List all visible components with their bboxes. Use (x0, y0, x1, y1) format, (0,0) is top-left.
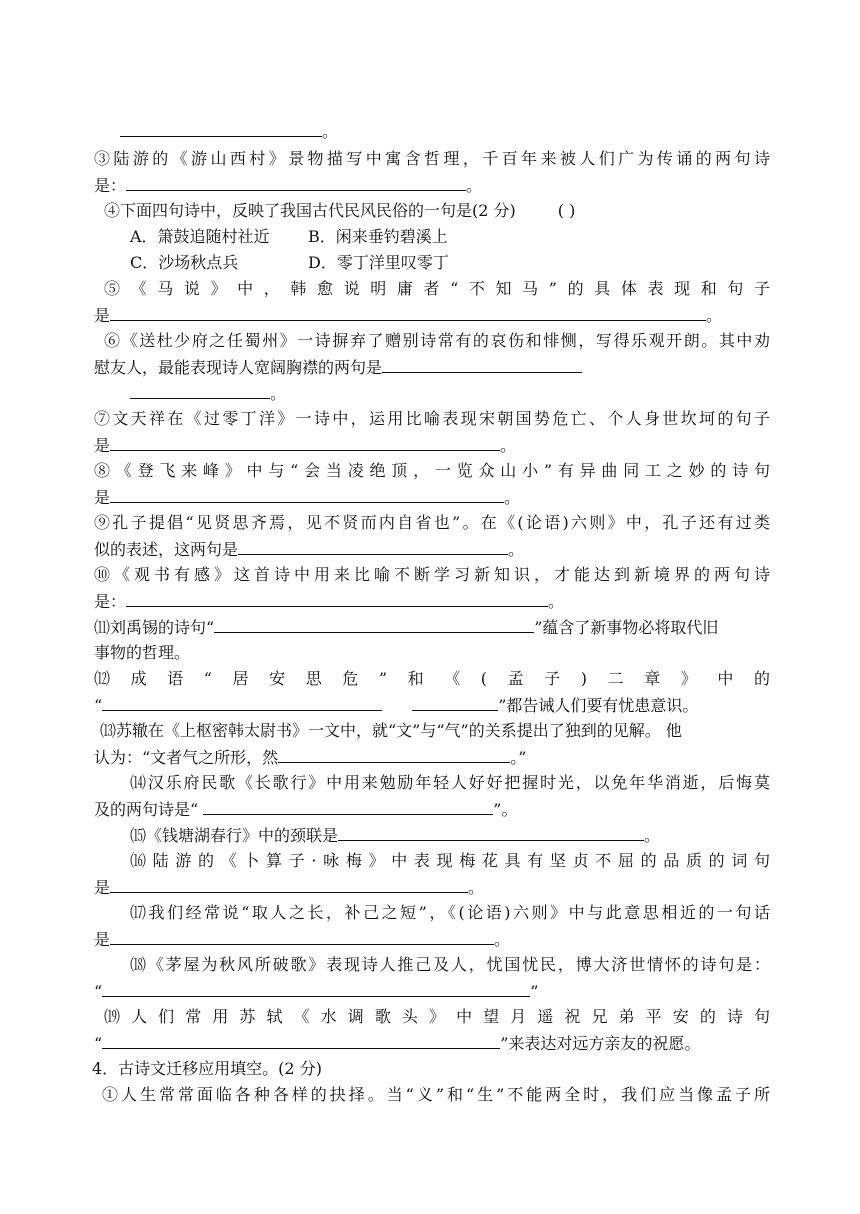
option-c[interactable]: C．沙场秋点兵 (130, 253, 239, 272)
question-17-line-2: 是 。 (94, 930, 511, 949)
answer-blank[interactable] (102, 1032, 500, 1049)
question-8-line-1: ⑧《登飞来峰》中与“会当凌绝顶，一览众山小”有异曲同工之妙的诗句 (94, 461, 770, 480)
question-5-line-2: 是 。 (94, 306, 723, 325)
question-12-line-2: “ ”都告诫人们要有忧患意识。 (94, 696, 699, 715)
answer-blank[interactable] (120, 120, 322, 137)
question-3-line-2: 是： 。 (94, 176, 483, 195)
question-9-line-2: 似的表述，这两句是 。 (94, 540, 525, 559)
question-19-line-2: “ ”来表达对远方亲友的祝愿。 (94, 1034, 701, 1053)
question-13-line-2: 认为：“文者气之所形，然 。” (94, 748, 527, 767)
question-14-line-1: ⒁汉乐府民歌《长歌行》中用来勉励年轻人好好把握时光，以免年华消逝，后悔莫 (130, 773, 770, 792)
answer-blank[interactable] (278, 746, 510, 763)
question-7-line-2: 是 。 (94, 436, 517, 455)
answer-blank[interactable] (110, 876, 468, 893)
answer-blank[interactable] (110, 486, 504, 503)
answer-paren[interactable]: ( ) (557, 201, 576, 220)
answer-blank[interactable] (126, 590, 548, 607)
question-6-line-1: ⑥《送杜少府之任蜀州》一诗摒弃了赠别诗常有的哀伤和悱恻，写得乐观开朗。其中劝 (104, 331, 770, 350)
question-16-line-2: 是 。 (94, 878, 485, 897)
answer-blank[interactable] (130, 382, 270, 399)
question-11-line-1: ⑾刘禹锡的诗句“ ”蕴含了新事物必将取代旧 (94, 618, 719, 637)
answer-blank[interactable] (203, 798, 493, 815)
question-13-line-1: ⒀苏辙在《上枢密韩太尉书》一文中，就“文”与“气”的关系提出了独到的见解。 他 (100, 721, 682, 740)
answer-blank[interactable] (412, 694, 498, 711)
section-4-title: 4．古诗文迁移应用填空。(2 分) (92, 1059, 322, 1078)
option-a[interactable]: A．箫鼓追随村社近 (130, 227, 270, 246)
question-12-line-1: ⑿成语“居安思危”和《(孟子)二章》中的 (94, 669, 770, 688)
question-6-line-2: 慰友人，最能表现诗人宽阔胸襟的两句是 (94, 356, 770, 379)
answer-blank[interactable] (110, 304, 706, 321)
answer-blank[interactable] (110, 928, 494, 945)
question-5-line-1: ⑤《马说》中，韩愈说明庸者“不知马”的具体表现和句子 (104, 279, 770, 298)
question-3-line-1: ③陆游的《游山西村》景物描写中寓含哲理，千百年来被人们广为传诵的两句诗 (94, 149, 770, 168)
answer-blank[interactable] (382, 356, 582, 373)
question-18-line-1: ⒅《茅屋为秋风所破歌》表现诗人推己及人，忧国忧民，博大济世情怀的诗句是： (130, 955, 770, 974)
question-18-line-2: “ ” (94, 982, 539, 1001)
question-8-line-2: 是 。 (94, 488, 521, 507)
question-4-options-row-2 (130, 252, 806, 274)
answer-blank[interactable] (338, 824, 644, 841)
answer-line-continuation: 。 (120, 120, 796, 143)
question-4-options-row-1 (130, 226, 806, 248)
question-7-line-1: ⑦文天祥在《过零丁洋》一诗中，运用比喻表现宋朝国势危亡、个人身世坎坷的句子 (94, 409, 770, 428)
question-10-line-1: ⑩《观书有感》这首诗中用来比喻不断学习新知识，才能达到新境界的两句诗 (94, 565, 770, 584)
question-14-line-2: 及的两句诗是“ ”。 (94, 800, 518, 819)
question-9-line-1: ⑨孔子提倡“见贤思齐焉，见不贤而内自省也”。在《(论语)六则》中，孔子还有过类 (94, 513, 770, 532)
answer-blank[interactable] (102, 980, 530, 997)
question-17-line-1: ⒄我们经常说“取人之长，补己之短”，《(论语)六则》中与此意思相近的一句话 (130, 903, 770, 922)
section-4-question-1: ①人生常常面临各种各样的抉择。当“义”和“生”不能两全时，我们应当像孟子所 (102, 1085, 770, 1104)
answer-blank[interactable] (214, 616, 534, 633)
answer-blank[interactable] (110, 434, 500, 451)
answer-blank[interactable] (238, 538, 508, 555)
question-6-line-3: 。 (130, 382, 806, 405)
question-15-line: ⒂《钱塘湖春行》中的颈联是 。 (130, 826, 661, 845)
question-10-line-2: 是： 。 (94, 592, 565, 611)
question-4-line-1: ④下面四句诗中，反映了我国古代民风民俗的一句是(2 分) ( ) (104, 201, 576, 220)
answer-blank[interactable] (102, 694, 382, 711)
question-11-line-2: 事物的哲理。 (94, 643, 191, 662)
option-d[interactable]: D．零丁洋里叹零丁 (308, 253, 449, 272)
question-16-line-1: ⒃陆游的《卜算子·咏梅》中表现梅花具有坚贞不屈的品质的词句 (130, 851, 770, 870)
question-19-line-1: ⒆人们常用苏轼《水调歌头》中望月遥祝兄弟平安的诗句 (104, 1007, 770, 1026)
option-b[interactable]: B．闲来垂钓碧溪上 (308, 227, 448, 246)
answer-blank[interactable] (126, 174, 466, 191)
